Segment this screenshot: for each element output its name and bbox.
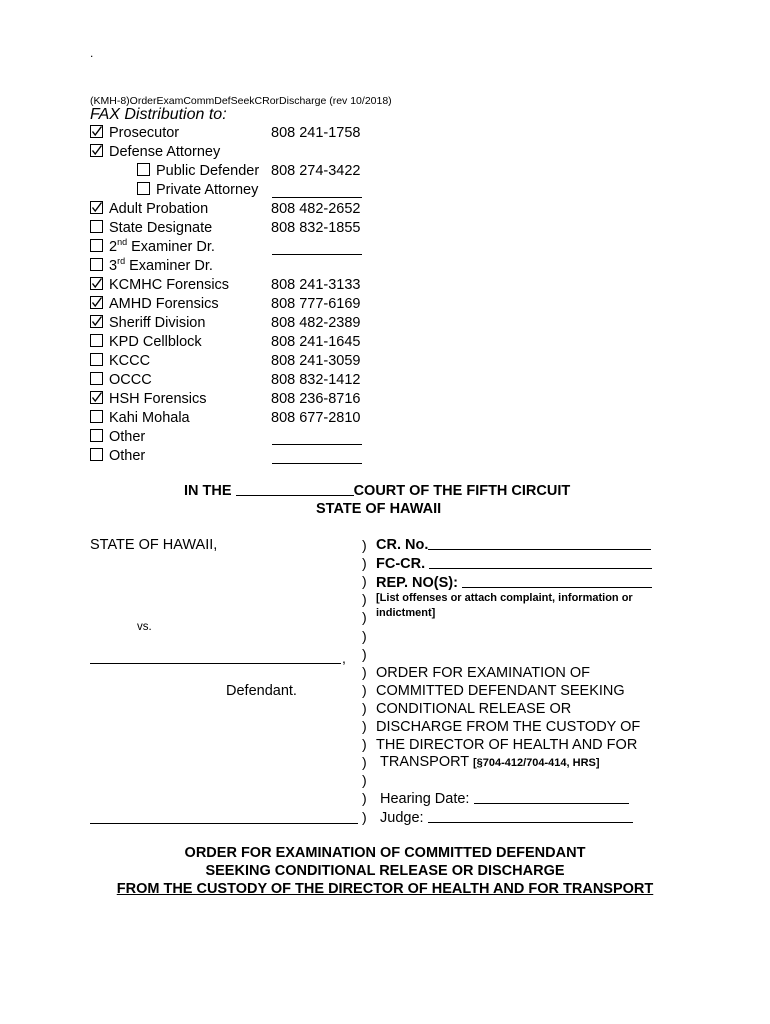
fax-number-blank[interactable] xyxy=(272,463,362,464)
distribution-label: Kahi Mohala xyxy=(109,410,190,426)
checked-checkbox[interactable] xyxy=(90,315,103,328)
caption-order-line: ORDER FOR EXAMINATION OF xyxy=(376,665,591,681)
order-title-line-2: SEEKING CONDITIONAL RELEASE OR DISCHARGE xyxy=(205,863,565,879)
caption-bottom-line xyxy=(90,823,358,824)
fc-cr-label: FC-CR. xyxy=(376,556,426,572)
fax-number: 808 241-1645 xyxy=(271,334,361,350)
checkbox[interactable] xyxy=(137,163,150,176)
court-state: STATE OF HAWAII xyxy=(316,501,442,517)
checkbox[interactable] xyxy=(90,448,103,461)
fax-number: 808 482-2652 xyxy=(271,201,361,217)
distribution-label: KCCC xyxy=(109,353,151,369)
distribution-row xyxy=(90,238,215,257)
distribution-label: HSH Forensics xyxy=(109,391,207,407)
distribution-row xyxy=(90,219,212,238)
fax-number: 808 777-6169 xyxy=(271,296,361,312)
checked-checkbox[interactable] xyxy=(90,201,103,214)
hearing-date-label: Hearing Date: xyxy=(380,791,470,807)
distribution-label: AMHD Forensics xyxy=(109,296,219,312)
caption-paren: ) xyxy=(362,609,367,626)
fc-cr-input[interactable] xyxy=(429,556,652,569)
plaintiff-name: STATE OF HAWAII, xyxy=(90,537,218,553)
caption-paren: ) xyxy=(362,663,367,680)
court-prefix: IN THE xyxy=(184,483,232,499)
fax-number: 808 241-3059 xyxy=(271,353,361,369)
distribution-row xyxy=(90,333,202,352)
distribution-label: Adult Probation xyxy=(109,201,209,217)
distribution-row xyxy=(90,314,205,333)
fax-number-blank[interactable] xyxy=(272,444,362,445)
distribution-row xyxy=(90,295,219,314)
caption-paren: ) xyxy=(362,645,367,662)
checkbox[interactable] xyxy=(137,182,150,195)
checkbox[interactable] xyxy=(90,258,103,271)
caption-paren: ) xyxy=(362,555,367,572)
distribution-row xyxy=(90,409,190,428)
fax-number-blank[interactable] xyxy=(272,197,362,198)
distribution-label: Prosecutor xyxy=(109,125,180,141)
rep-nos-field xyxy=(376,575,652,591)
distribution-label: Sheriff Division xyxy=(109,315,206,331)
distribution-label: State Designate xyxy=(109,220,213,236)
distribution-row xyxy=(90,276,229,295)
caption-paren: ) xyxy=(362,808,367,825)
distribution-row xyxy=(90,143,220,162)
distribution-label: Private Attorney xyxy=(156,182,259,198)
order-title-line-3-text: FROM THE CUSTODY OF THE DIRECTOR OF HEALTH AND FOR TRANSPORT xyxy=(116,881,654,897)
fax-number: 808 832-1412 xyxy=(271,372,361,388)
order-title-line-3 xyxy=(0,881,770,897)
court-suffix: COURT OF THE FIFTH CIRCUIT xyxy=(353,483,571,499)
distribution-row xyxy=(90,371,152,390)
distribution-row xyxy=(90,447,145,466)
versus-label: vs. xyxy=(137,621,152,633)
checkbox[interactable] xyxy=(90,372,103,385)
statute-reference: [§704-412/704-414, HRS] xyxy=(472,757,600,769)
cr-number-field xyxy=(376,537,651,553)
fax-number: 808 832-1855 xyxy=(271,220,361,236)
distribution-label: Other xyxy=(109,429,146,445)
distribution-row xyxy=(90,257,213,276)
cr-number-input[interactable] xyxy=(428,537,651,550)
checkbox[interactable] xyxy=(90,410,103,423)
distribution-label: KPD Cellblock xyxy=(109,334,202,350)
distribution-label: 3rd Examiner Dr. xyxy=(109,256,213,274)
caption-order-line: DISCHARGE FROM THE CUSTODY OF xyxy=(376,719,641,735)
order-title-line-1: ORDER FOR EXAMINATION OF COMMITTED DEFENDANT xyxy=(184,845,586,861)
checkbox[interactable] xyxy=(90,334,103,347)
transport-line xyxy=(380,754,600,770)
court-name-blank[interactable] xyxy=(236,482,354,496)
distribution-row xyxy=(90,390,207,409)
rep-nos-label: REP. NO(S): xyxy=(376,575,458,591)
checkbox[interactable] xyxy=(90,220,103,233)
checked-checkbox[interactable] xyxy=(90,277,103,290)
hearing-date-input[interactable] xyxy=(474,791,629,804)
distribution-label: Other xyxy=(109,448,146,464)
fax-number: 808 482-2389 xyxy=(271,315,361,331)
fax-number: 808 236-8716 xyxy=(271,391,361,407)
checkbox[interactable] xyxy=(90,429,103,442)
caption-order-line: THE DIRECTOR OF HEALTH AND FOR xyxy=(376,737,638,753)
caption-paren: ) xyxy=(362,790,367,807)
fax-number: 808 241-3133 xyxy=(271,277,361,293)
caption-paren: ) xyxy=(362,736,367,753)
distribution-row xyxy=(137,162,259,181)
distribution-row xyxy=(90,352,150,371)
checkbox[interactable] xyxy=(90,239,103,252)
defendant-label: Defendant. xyxy=(226,683,297,699)
top-mark: . xyxy=(90,46,94,60)
list-offenses-note-1: [List offenses or attach complaint, information or xyxy=(376,592,633,604)
caption-order-line: COMMITTED DEFENDANT SEEKING xyxy=(376,683,625,699)
fax-distribution-title: FAX Distribution to: xyxy=(90,106,227,123)
judge-input[interactable] xyxy=(428,810,633,823)
fax-number: 808 274-3422 xyxy=(271,163,361,179)
caption-paren: ) xyxy=(362,699,367,716)
rep-nos-input[interactable] xyxy=(462,575,652,588)
distribution-label: 2nd Examiner Dr. xyxy=(109,237,215,255)
hearing-date-field xyxy=(380,791,629,807)
list-offenses-note-2: indictment] xyxy=(376,607,436,619)
judge-field xyxy=(380,810,633,826)
fax-number: 808 677-2810 xyxy=(271,410,361,426)
fax-number: 808 241-1758 xyxy=(271,125,361,141)
defendant-comma: , xyxy=(342,650,346,666)
checked-checkbox[interactable] xyxy=(90,391,103,404)
checked-checkbox[interactable] xyxy=(90,125,103,138)
transport-label: TRANSPORT xyxy=(380,754,469,770)
caption-order-line: CONDITIONAL RELEASE OR xyxy=(376,701,572,717)
distribution-label: OCCC xyxy=(109,372,152,388)
distribution-row xyxy=(90,428,145,447)
caption-paren: ) xyxy=(362,681,367,698)
distribution-label: KCMHC Forensics xyxy=(109,277,230,293)
form-id: (KMH-8)OrderExamCommDefSeekCRorDischarge (rev 10/2018) xyxy=(90,95,392,107)
checkbox[interactable] xyxy=(90,353,103,366)
caption-paren: ) xyxy=(362,754,367,771)
judge-label: Judge: xyxy=(380,810,424,826)
distribution-row xyxy=(137,181,258,200)
court-heading xyxy=(184,482,570,499)
caption-paren: ) xyxy=(362,718,367,734)
checked-checkbox[interactable] xyxy=(90,296,103,309)
checked-checkbox[interactable] xyxy=(90,144,103,157)
caption-paren: ) xyxy=(362,573,367,590)
caption-paren: ) xyxy=(362,537,367,553)
cr-number-label: CR. No. xyxy=(376,537,429,553)
distribution-label: Public Defender xyxy=(156,163,260,179)
caption-paren: ) xyxy=(362,772,367,789)
caption-paren: ) xyxy=(362,591,367,608)
distribution-label: Defense Attorney xyxy=(109,144,221,160)
distribution-row xyxy=(90,200,208,219)
fax-number-blank[interactable] xyxy=(272,254,362,255)
defendant-name-line[interactable] xyxy=(90,663,341,664)
fc-cr-field xyxy=(376,556,652,572)
caption-paren: ) xyxy=(362,627,367,644)
distribution-row xyxy=(90,124,179,143)
